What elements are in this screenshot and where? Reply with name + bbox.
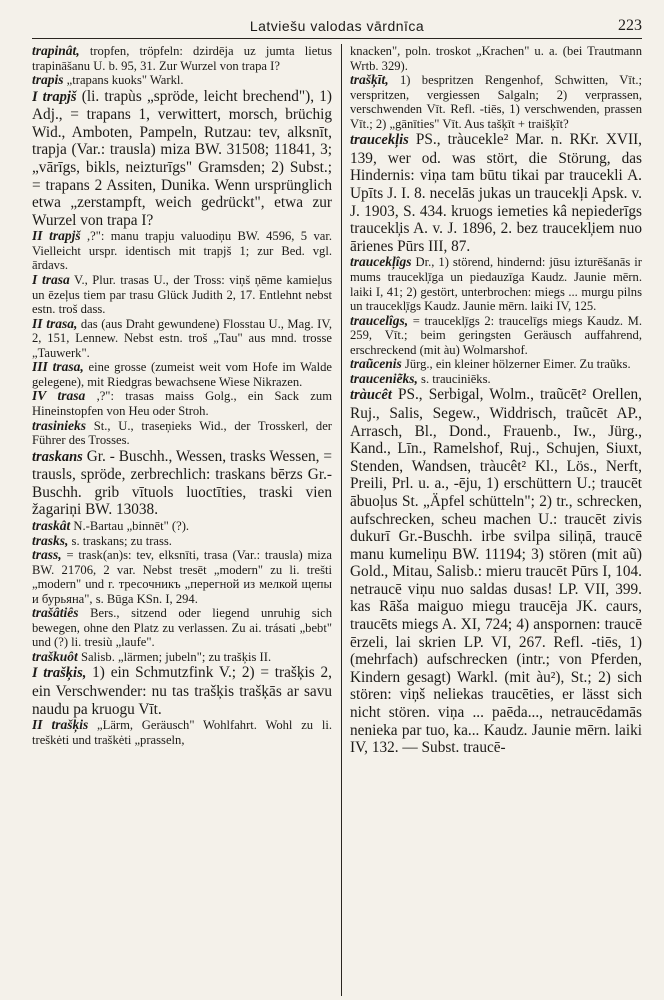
entry-headword: trašķīt,: [350, 72, 389, 88]
entry-headword: traũcenis: [350, 356, 402, 372]
entry-text: Gr. - Buschh., Wessen, trasks Wessen, = trausls, spröde, zerbrechlich: traskans bērzs Gr.-Buschh. grib vītuols luoctīties, traski vien žagariņi BW. 13038.: [32, 447, 332, 519]
dictionary-entry: [32, 273, 332, 317]
entry-text: s. trauciniēks.: [421, 371, 491, 386]
dictionary-entry: [350, 73, 642, 131]
entry-headword: trašâtiês: [32, 605, 79, 621]
entry-text: ,?": trasas maiss Golg., ein Sack zum Hineinstopfen von Heu oder Stroh.: [32, 389, 332, 418]
dictionary-entry: [32, 419, 332, 448]
page-title: Latviešu valodas vārdnīca: [249, 18, 425, 34]
entry-text: V., Plur. trasas U., der Tross: viņš ņēme kamieļus un ēzeļus tiem par trasu Glück Judith 2, 17. Entlehnt nebst estn. troš dass.: [32, 273, 332, 317]
entry-text: „trapans kuoks" Warkl.: [66, 73, 184, 88]
entry-headword: trasks,: [32, 532, 69, 548]
entry-headword: traucekl̦is: [350, 132, 409, 149]
entry-text: Dr., 1) störend, hindernd: jūsu izturēšanās ir mums traucekl̦īga un piedauzīga Kaudz. Jaunie mērn. laiki I, 41; 2) gestört, unterbrochen: miegs ... murgu pilns un traucekl̦īgs Kaudz. Jaunie mērn. laiki IV, 125.: [350, 255, 642, 314]
entry-text: (li. trapùs „spröde, leicht brechend"), 1) Adj., = trapans 1, verwittert, morsch, brüchig Wid., Amboten, Pampeln, Rutzau: tev, alksnīt, trapja (Var.: trausla) miza BW. 31508; 11841, 3; „vārīgs, bikls, neizturīgs" Gramsden; 2) Subst.; = trapans 2 Assiten, Dunika.: [32, 87, 332, 194]
entry-headword: traucelîgs,: [350, 312, 409, 328]
dictionary-entry: [350, 357, 642, 372]
entry-text: tropfen, tröpfeln: dzirdēja uz jumta lietus trapināšanu U. b. 95, 31. Zur Wurzel von trapa I?: [32, 44, 332, 73]
dictionary-entry: [32, 88, 332, 230]
dictionary-entry: [32, 389, 332, 418]
entry-text: = traucekl̦īgs 2: traucelīgs miegs Kaudz. M. 259, Vīt.; beim geringsten Geräusch auffahrend, erschreckend (mit àu) Wolmarshof.: [350, 313, 642, 357]
entry-text: N.-Bartau „binnēt" (?).: [73, 518, 190, 533]
dictionary-entry: [32, 548, 332, 606]
entry-headword: traskans: [32, 448, 83, 465]
entry-headword: traskât: [32, 517, 71, 533]
entry-text: Salisb. „lärmen; jubeln"; zu trašķis II.: [80, 649, 272, 664]
dictionary-entry: [350, 131, 642, 255]
dictionary-entry: [32, 73, 332, 88]
entry-headword: trasinieks: [32, 417, 87, 433]
page-number: 223: [618, 17, 642, 34]
entry-text: PS., Serbigal, Wolm., traũcēt² Orellen, Ruj., Salis, Segew., Widdrisch, traũcēt AP., Arrasch, Bl., Dond., Frauenb., Iw., Jürg., Kand., Līn., Ramelshof, Ruj., Schujen, Siuxt, Stenden, Wandsen, tràucêt² Kl., Lös., Nerft, Preili, Prl. u. a., -ēju, 1) erschüttern U.; traucēt ābuoļus St. „Äpfel schütteln"; 2) tr., schrecken, aufschrecken, scheu machen U.: traucēt zivis dukurī Gr.-Buschh. irbe svilpa siliņā, traucē manu kumeliņu BW. 11194; 3) stören (mit aũ) Gold., Mitau, Salisb.: mieru traucēt Pūrs I, 104. netraucē viņu nuo saldas dusas! LP. VII, 399. kas Rāša maiguo miegu traucēja JK. caurs, traucēts miegs A. XI, 724; 4) anspornen: traucē ērzeli, lai skrien LP. VI, 267. Refl. -tiēs, 1) (mehrfach) aufschrecken (intr.; von Pferden, Kindern gesagt) Warkl. (mit àu²), St.; 2) sich stören: viņš neliekas traucēties, er lässt sich nicht stören. viņa ... paēda..., netraucēdamās nenieka par tuo, ka... Kaudz. Jaunie mērn. laiki IV, 132. — Subst. traucē-: [350, 386, 642, 757]
entry-headword: III trasa,: [32, 359, 84, 375]
entry-text: knacken", poln. troskot „Krachen" u. a. (bei Trautmann Wrtb. 329).: [350, 44, 642, 73]
entry-text: ,?": manu trapju valuodiņu BW. 4596, 5 var. Vielleicht urspr. identisch mit trapjš 1; zur Bed. vgl. ārdavs.: [32, 229, 332, 273]
entry-headword: I trapjš: [32, 88, 77, 105]
entry-text: 1) bespritzen Rengenhof, Schwitten, Vīt.; verspritzen, vergiessen Salgaln; 2) verprassen, verschwenden Vīt. Refl. -tiēs, 1) verschwenden, prassen Vīt.; 2) „gānīties" Vīt. Aus tašķīt + traišķīt?: [350, 73, 642, 131]
dictionary-entry: [350, 314, 642, 358]
entry-headword: I trašķis,: [32, 665, 87, 682]
entry-headword: I trasa: [32, 272, 70, 288]
entry-headword: trass,: [32, 547, 62, 563]
dictionary-entry: [32, 448, 332, 519]
entry-headword: II trašķis: [32, 717, 89, 733]
entry-text: St., U., traseņieks Wid., der Trosskerl, der Führer des Trosses.: [32, 418, 332, 448]
left-column: [32, 44, 332, 996]
entry-headword: trapis: [32, 72, 64, 88]
dictionary-entry: [350, 44, 642, 73]
entry-text: = trask(an)s: tev, elksnīti, trasa (Var.: trausla) miza BW. 21706, 2 var. Nebst tresēt „modern" zu li. trešti „modern" und r. тресочникъ „перегной из мелкой щепы и бурьяна", s. Būga KSn. I, 294.: [32, 548, 332, 606]
text-columns: [32, 44, 642, 996]
entry-text: Jürg., ein kleiner hölzerner Eimer. Zu traũks.: [404, 357, 631, 372]
entry-headword: traucekl̦îgs: [350, 254, 412, 270]
dictionary-entry: [32, 44, 332, 73]
entry-text: PS., tràucekle² Mar. n. RKr. XVII, 139, wer od. was stört, die Störung, das Hindernis: viņa tam būtu tikai par traucekli A. Upīts J. I. 8. necelās jukas un traucekļi Apsk. v. J. 1903, S. 434. kruogs iemeties kâ nepiederīgs traucekl̦is A. v. J. 1896, 2. bez traucekl̦iem nuo ārienes Pūrs III, 87.: [350, 131, 642, 255]
right-column: [341, 44, 642, 996]
dictionary-entry: [32, 519, 332, 534]
running-head: [32, 12, 642, 39]
entry-headword: trapinât,: [32, 44, 80, 58]
entry-headword: IV trasa: [32, 388, 86, 404]
dictionary-entry: [32, 718, 332, 747]
entry-text: „Lärm, Geräusch" Wohlfahrt. Wohl zu li. treškėti und traškėti „prasseln,: [32, 718, 332, 747]
entry-text: eine grosse (zumeist weit vom Hofe im Walde gelegene), mit Riedgras bewachsene Wiese Nikrazen.: [32, 360, 332, 389]
entry-headword: trauceniẽks,: [350, 370, 418, 386]
dictionary-entry: [32, 650, 332, 665]
entry-text: s. traskans; zu trass.: [71, 533, 172, 548]
dictionary-entry: [32, 317, 332, 361]
dictionary-entry: [32, 360, 332, 389]
entry-headword: traškuôt: [32, 648, 78, 664]
entry-text: Wenn ursprünglich etwa „zerstampft, weich gedrückt", etwa zur Wurzel von trapa I?: [32, 176, 332, 229]
entry-text: Bers., sitzend oder liegend unruhig sich bewegen, ohne den Platz zu verlassen. Zu ai. trásati „bebt" und (?) li. tresiù „laufe".: [32, 606, 332, 650]
entry-headword: tràucêt: [350, 387, 392, 404]
entry-headword: II trasa,: [32, 315, 78, 331]
entry-text: 1) ein Schmutzfink V.; 2) = trašķis 2, ein Verschwender: nu tas trašķis trašķās ar savu naudu pa kruogu Vīt.: [32, 664, 332, 718]
dictionary-entry: [350, 386, 642, 756]
dictionary-entry: [32, 534, 332, 549]
dictionary-entry: [32, 606, 332, 650]
dictionary-entry: [32, 664, 332, 718]
entry-text: das (aus Draht gewundene) Flosstau U., Mag. IV, 2, 151, Lennew. Nebst estn. troš „Tau" aus mnd. trosse „Tauwerk".: [32, 316, 332, 360]
entry-headword: II trapjš: [32, 228, 81, 244]
dictionary-entry: [32, 229, 332, 273]
dictionary-entry: [350, 255, 642, 313]
dictionary-entry: [350, 372, 642, 387]
